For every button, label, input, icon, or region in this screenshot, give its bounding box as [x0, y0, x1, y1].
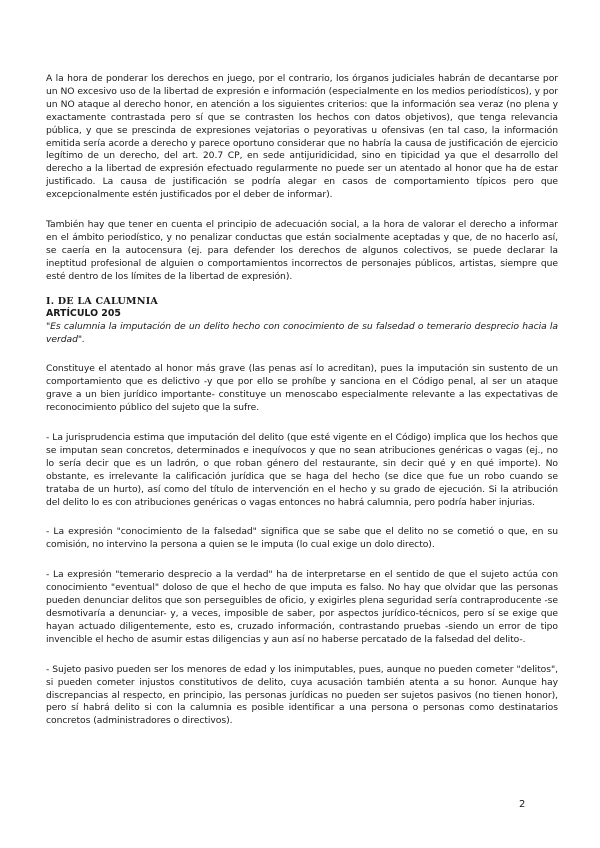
paragraph-gap: [46, 202, 558, 219]
paragraph-gap: [46, 552, 558, 569]
paragraph-conocimiento-falsedad: - La expresión "conocimiento de la falsedad" significa que se sabe que el delito no se cometió o que, en su comisión, no intervino la persona a quien se le imputa (lo cual exige un dolo directo).: [46, 526, 558, 551]
section-heading: I. DE LA CALUMNIA: [46, 295, 159, 307]
paragraph-adecuacion-social: También hay que tener en cuenta el principio de adecuación social, a la hora de valorar el derecho a informar en el ámbito periodístico, y no penalizar conductas que están socialmente aceptadas y que, de no hacerlo así, se caería en la autocensura (ej. para defender los derechos de algunos colectivos, se puede declarar la ineptitud profesional de alguien o comportamientos incorrectos de personajes públicos, artistas, siempre que esté dentro de los límites de la libertad de expresión).: [46, 219, 558, 282]
paragraph-gap: [46, 509, 558, 526]
page-content: [46, 73, 558, 728]
paragraph-sujeto-pasivo: - Sujeto pasivo pueden ser los menores de edad y los inimputables, pues, aunque no pueden cometer "delitos", si pueden cometer injustos constitutivos de delito, cuya acusación también atenta a su honor. Aunque hay discrepancias al respecto, en principio, las personas jurídicas no pueden ser sujetos pasivos (no tienen honor), pero sí habrá delito si con la calumnia es posible identificar a una persona o personas como destinatarios concretos (administradores o directivos).: [46, 663, 558, 727]
paragraph-ponderacion: A la hora de ponderar los derechos en juego, por el contrario, los órganos judiciales habrán de decantarse por un NO excesivo uso de la libertad de expresión e información (especialmente en los medios periodísticos), y por un NO ataque al derecho honor, en atención a los siguientes criterios: que la información sea veraz (no plena y exactamente contrastada pero sí que se contrasten los hechos con datos objetivos), que tenga relevancia pública, y que se prescinda de expresiones vejatorias o peyorativas u ofensivas (en tal caso, la información emitida sería acorde a derecho y parece oportuno considerar que no habría la causa de justificación de ejercicio legítimo de un derecho, del art. 20.7 CP, en sede antijuridicidad, sino en tipicidad ya que el desarrollo del derecho a la libertad de expresión efectuado regularmente no puede ser un atentado al honor que ha de estar justificado. La causa de justificación se podría alegar en casos de comportamiento típicos pero que excepcionalmente estén justificados por el deber de informar).: [46, 73, 558, 201]
paragraph-gap: [46, 647, 558, 664]
paragraph-temerario-desprecio: - La expresión "temerario desprecio a la verdad" ha de interpretarse en el sentido de que el sujeto actúa con conocimiento "eventual" doloso de que el hecho de que imputa es falso. No hay que olvidar que las personas pueden denunciar delitos que son perseguibles de oficio, y exigirles plena seguridad sería contraproducente -se desmotivaría a denunciar- y, a veces, imposible de saber, por aspectos jurídico-técnicos, pero sí se exige que hayan actuado diligentemente, esto es, cruzado información, contrastando pruebas -siendo un error de tipo invencible el hecho de asumir estas diligencias y aun así no haberse percatado de la falsedad del delito-.: [46, 569, 558, 645]
article-quote: "Es calumnia la imputación de un delito hecho con conocimiento de su falsedad o temerario desprecio hacia la verdad".: [46, 320, 558, 345]
page-number: 2: [519, 799, 526, 810]
paragraph-gap: [46, 415, 558, 432]
paragraph-jurisprudencia: - La jurisprudencia estima que imputación del delito (que esté vigente en el Código) implica que los hechos que se imputan sean concretos, determinados e inequívocos y que no sean atribuciones genéricas o vagas (ej., no lo sería decir que es un ladrón, o que roban género del restaurante, sin decir qué y en qué importe). No obstante, es irrelevante la calificación jurídica que se haga del hecho (se dice que fue un robo cuando se trataba de un hurto), así como del título de intervención en el hecho y su grado de ejecución. Si la atribución del delito lo es con atribuciones genéricas o vagas entonces no habrá calumnia, pero podría haber injurias.: [46, 432, 558, 508]
paragraph-gap: [46, 346, 558, 363]
article-heading: ARTÍCULO 205: [46, 308, 121, 320]
paragraph-atentado-honor: Constituye el atentado al honor más grave (las penas así lo acreditan), pues la imputación sin sustento de un comportamiento que es delictivo -y que por ello se prohíbe y sanciona en el Código penal, al ser un ataque grave a un bien jurídico importante- constituye un menoscabo especialmente relevante a las expectativas de reconocimiento público del sujeto que la sufre.: [46, 363, 558, 414]
